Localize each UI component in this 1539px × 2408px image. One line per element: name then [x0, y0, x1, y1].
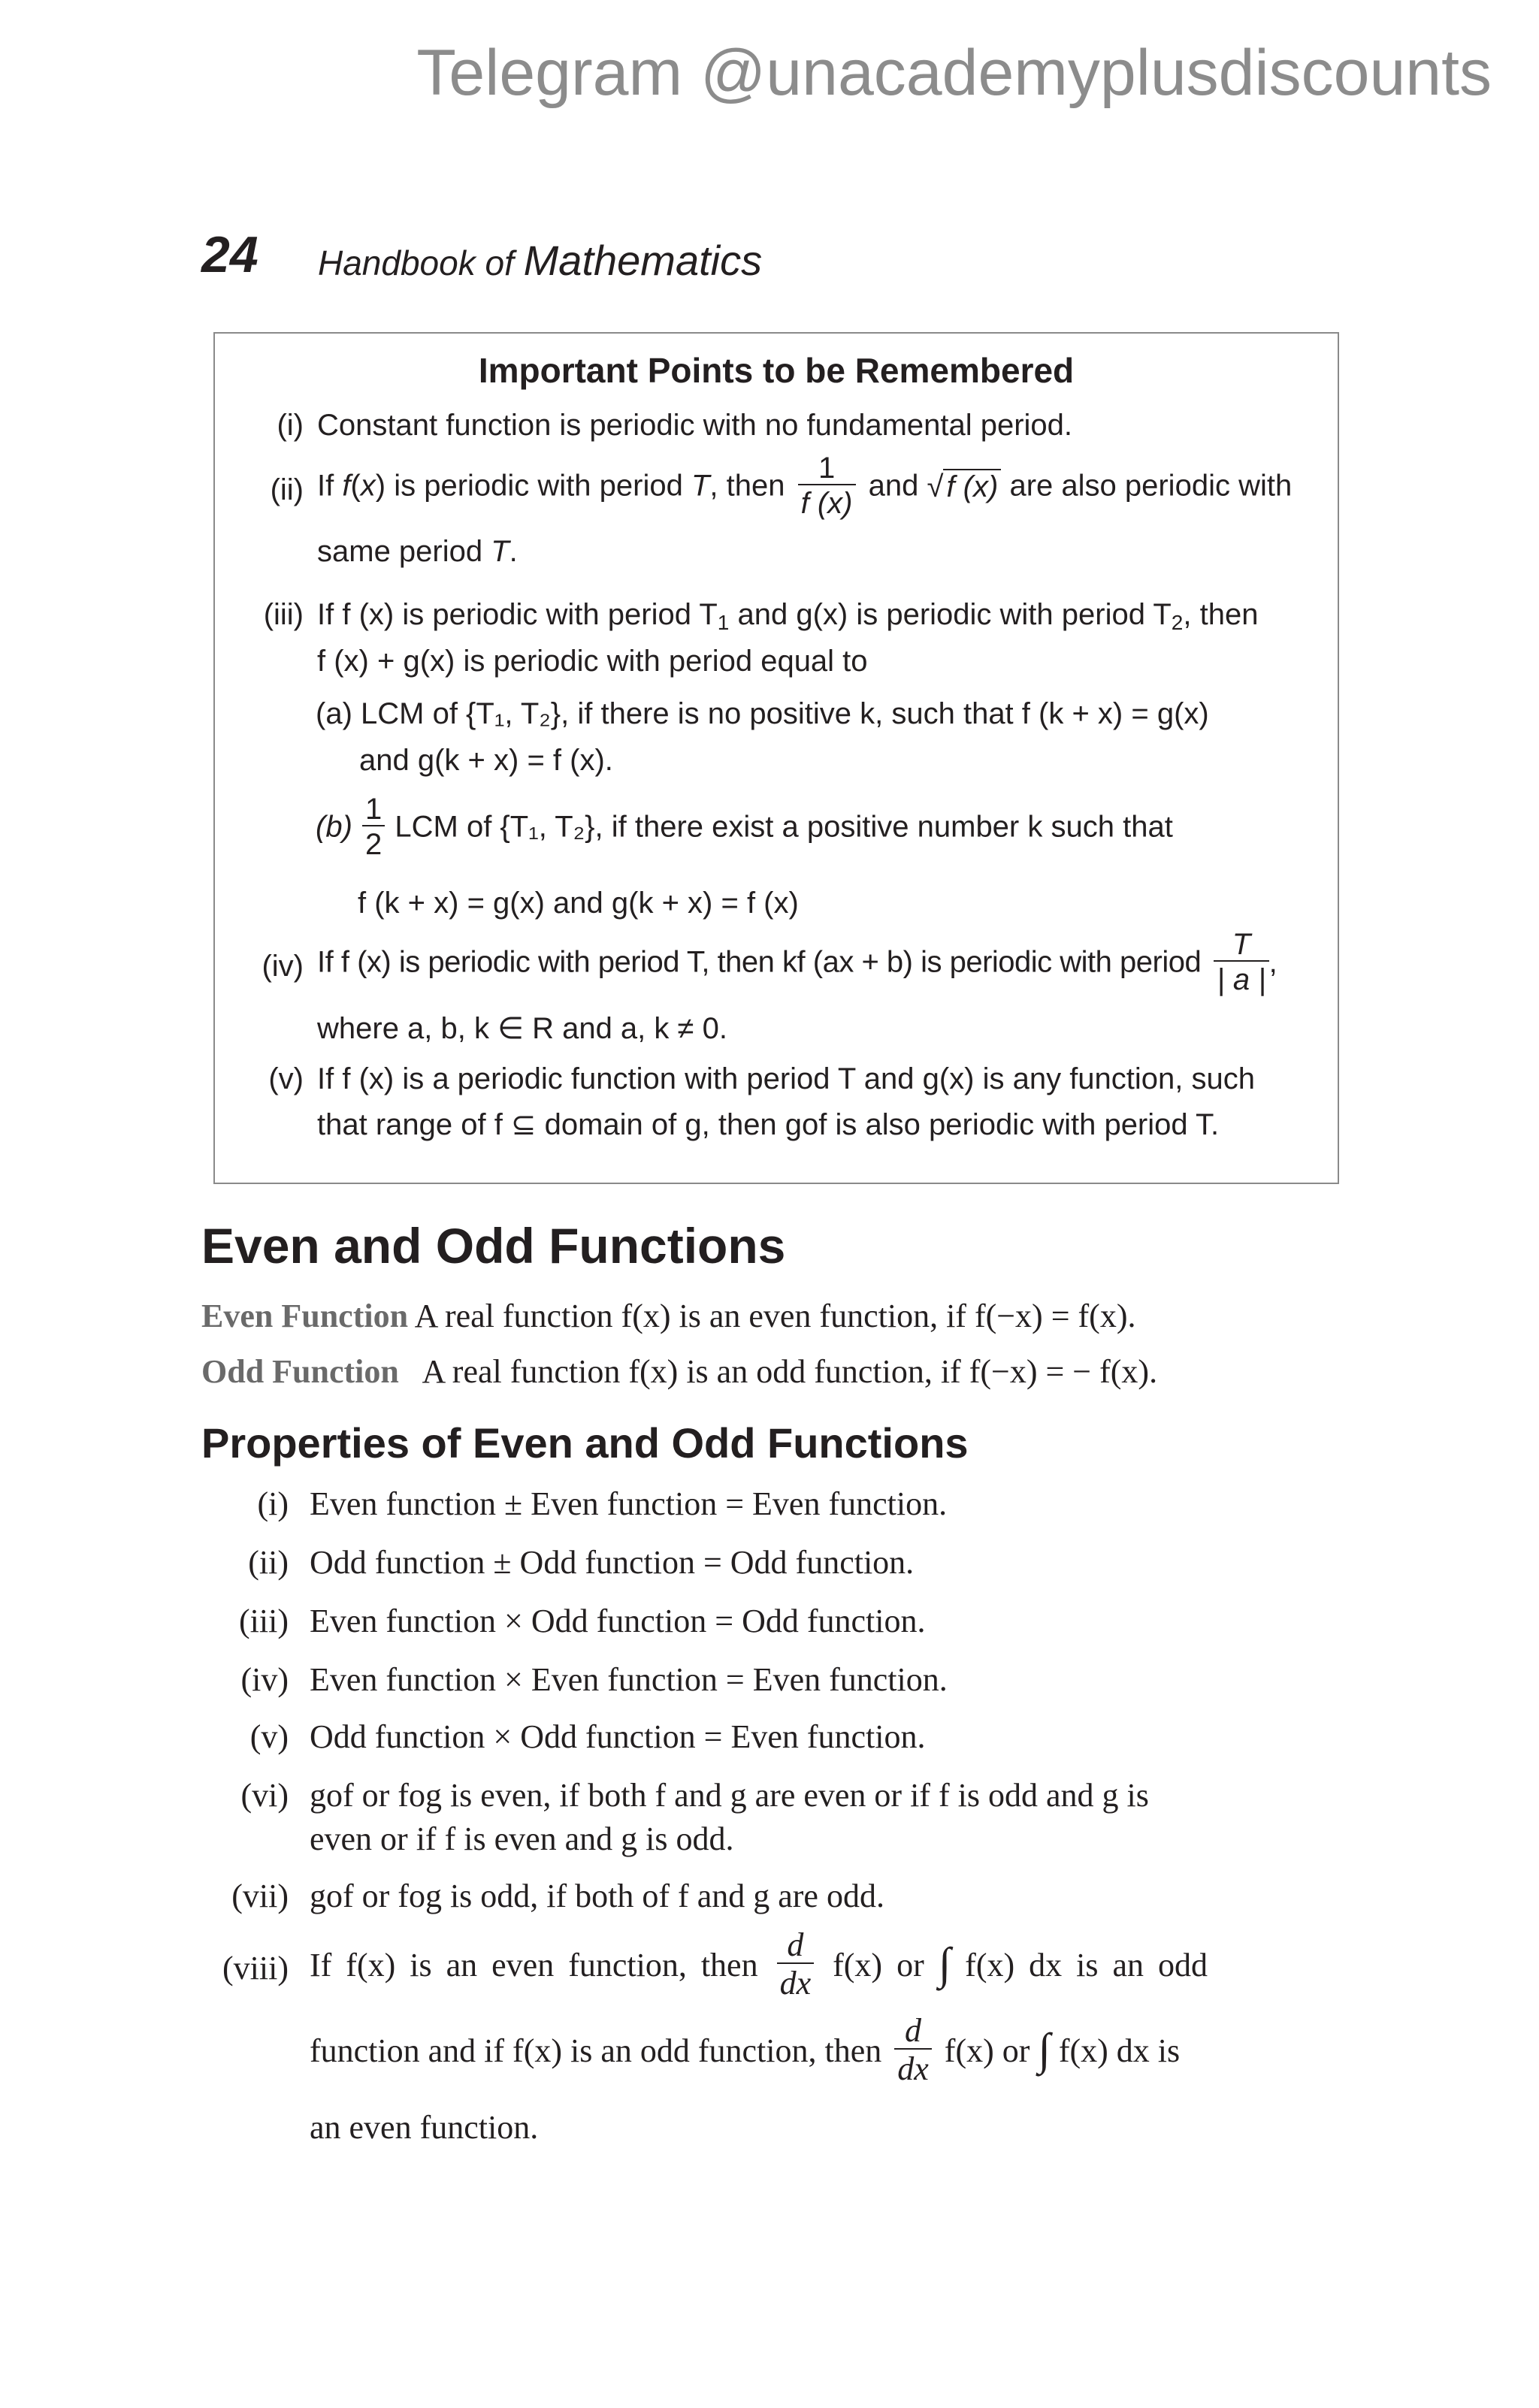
point-1-number: (i): [277, 409, 304, 442]
half-fraction: [362, 793, 385, 861]
property-6-line-2: even or if f is even and g is odd.: [310, 1820, 734, 1857]
property-3-number: (iii): [239, 1603, 289, 1639]
property-8-line-2: [310, 2014, 1180, 2088]
property-8-line-3: an even function.: [310, 2109, 539, 2146]
p2-c: ) is periodic with period: [375, 469, 691, 503]
p8-l2b: f(x) or: [944, 2032, 1030, 2069]
integral-sign-1: ∫: [938, 1938, 951, 1989]
odd-function-text: A real function f(x) is an odd function, if f(−x) = − f(x).: [422, 1353, 1158, 1390]
property-5-text: Odd function × Odd function = Even function.: [310, 1718, 926, 1755]
property-6-number: (vi): [240, 1777, 289, 1814]
property-1-number: (i): [257, 1485, 289, 1522]
p3-line1-end: , then: [1183, 598, 1259, 631]
derivative-fraction-2: [894, 2014, 932, 2088]
p3-line1: If f (x) is periodic with period T: [317, 598, 718, 631]
section-heading: Even and Odd Functions: [201, 1218, 786, 1273]
point-5-line-2: that range of f ⊆ domain of g, then gof is also periodic with period T.: [317, 1108, 1220, 1141]
p4-text: If f (x) is periodic with period T, then kf (ax + b) is periodic with period: [317, 945, 1202, 979]
p2-line2-T: T: [491, 535, 509, 568]
derivative-1-numerator: d: [787, 1926, 804, 1963]
p3-line1-mid: and g(x) is periodic with period T: [729, 598, 1172, 631]
point-1-text: Constant function is periodic with no fundamental period.: [317, 409, 1073, 442]
odd-function-definition: [201, 1352, 1157, 1391]
point-4-number: (iv): [262, 950, 304, 983]
point-3-line-1: [317, 598, 1258, 635]
even-function-label: Even Function: [201, 1298, 409, 1334]
p4-comma: ,: [1268, 945, 1277, 979]
p2-f: f: [342, 469, 351, 503]
p2-T: T: [691, 469, 710, 503]
property-1-text: Even function ± Even function = Even function.: [310, 1485, 948, 1522]
p2-b: (: [350, 469, 361, 503]
property-4-number: (iv): [240, 1661, 289, 1698]
property-3-text: Even function × Odd function = Odd function.: [310, 1603, 926, 1639]
even-function-text: A real function f(x) is an even function, if f(−x) = f(x).: [414, 1298, 1136, 1334]
box-title: Important Points to be Remembered: [478, 351, 1075, 390]
book-title-big: Mathematics: [523, 237, 763, 284]
period-fraction: [1214, 929, 1268, 996]
p2-a: If: [317, 469, 343, 503]
point-3-number: (iii): [263, 598, 304, 631]
p2-f-text: are also periodic with: [1009, 469, 1293, 503]
reciprocal-numerator: 1: [818, 452, 836, 485]
p3-sub2: 2: [1171, 611, 1184, 634]
book-title-small: Handbook of: [318, 243, 514, 282]
p8-l1b: f(x) or: [833, 1946, 924, 1984]
derivative-fraction-1: [777, 1928, 815, 2002]
even-function-definition: [201, 1297, 1135, 1335]
p8-l2a: function and if f(x) is an odd function, then: [310, 2032, 882, 2069]
property-6-line-1: gof or fog is even, if both f and g are even or if f is odd and g is: [310, 1777, 1149, 1814]
p3-sub1: 1: [717, 611, 730, 634]
period-numerator: T: [1232, 928, 1251, 961]
half-numerator: 1: [365, 793, 382, 826]
p2-line2-b: .: [509, 535, 518, 568]
reciprocal-denominator: f (x): [798, 484, 856, 520]
property-4-text: Even function × Even function = Even function.: [310, 1661, 948, 1698]
p3-b-text: LCM of {T₁, T₂}, if there exist a positive number k such that: [395, 810, 1173, 844]
page-number: 24: [201, 226, 259, 283]
property-7-text: gof or fog is odd, if both of f and g are odd.: [310, 1878, 884, 1914]
p3-b-label: (b): [316, 810, 352, 844]
property-8-number: (viii): [222, 1950, 289, 1987]
derivative-2-numerator: d: [905, 2012, 922, 2049]
sqrt-radicand: f (x): [943, 469, 1001, 504]
p2-e: and: [868, 469, 919, 503]
property-5-number: (v): [249, 1718, 289, 1755]
point-3-a-line-2: and g(k + x) = f (x).: [359, 744, 613, 777]
property-7-number: (vii): [231, 1878, 289, 1914]
properties-heading: Properties of Even and Odd Functions: [201, 1419, 969, 1467]
odd-function-label: Odd Function: [201, 1353, 399, 1390]
half-denominator: 2: [362, 825, 385, 861]
reciprocal-fraction: [798, 452, 856, 520]
important-points-box: [213, 332, 1339, 1184]
integral-sign-2: ∫: [1038, 2024, 1051, 2074]
watermark: Telegram @unacademyplusdiscounts: [416, 37, 1492, 109]
p2-x: x: [360, 469, 376, 503]
p8-l2c: f(x) dx is: [1058, 2032, 1181, 2069]
property-2-number: (ii): [248, 1544, 289, 1581]
property-2-text: Odd function ± Odd function = Odd function.: [310, 1544, 915, 1581]
point-3-b-line-2: f (k + x) = g(x) and g(k + x) = f (x): [358, 887, 799, 920]
period-denominator: | a |: [1214, 960, 1268, 996]
point-2-line-1: [317, 452, 1292, 520]
p8-l1a: If f(x) is an even function, then: [310, 1946, 758, 1984]
point-4-line-1: [317, 929, 1277, 996]
p8-l1c: f(x) dx is an odd: [965, 1946, 1208, 1984]
point-2-line-2: [317, 535, 518, 569]
point-3-a-line-1: (a) LCM of {T₁, T₂}, if there is no positive k, such that f (k + x) = g(x): [316, 697, 1209, 730]
point-5-line-1: If f (x) is a periodic function with period T and g(x) is any function, such: [317, 1062, 1256, 1095]
point-5-number: (v): [268, 1062, 304, 1095]
point-2-number: (ii): [270, 473, 304, 506]
derivative-1-denominator: dx: [777, 1962, 815, 2002]
derivative-2-denominator: dx: [894, 2048, 932, 2087]
point-4-line-2: where a, b, k ∈ R and a, k ≠ 0.: [317, 1012, 727, 1045]
point-3-line-2: f (x) + g(x) is periodic with period equal to: [317, 645, 868, 678]
book-title: [318, 236, 762, 285]
property-8-line-1: [310, 1928, 1208, 2002]
p2-d: , then: [709, 469, 785, 503]
point-3-b-line-1: [316, 793, 1173, 861]
sqrt-expression: √ f (x): [927, 469, 1002, 504]
p2-line2-a: same period: [317, 535, 491, 568]
